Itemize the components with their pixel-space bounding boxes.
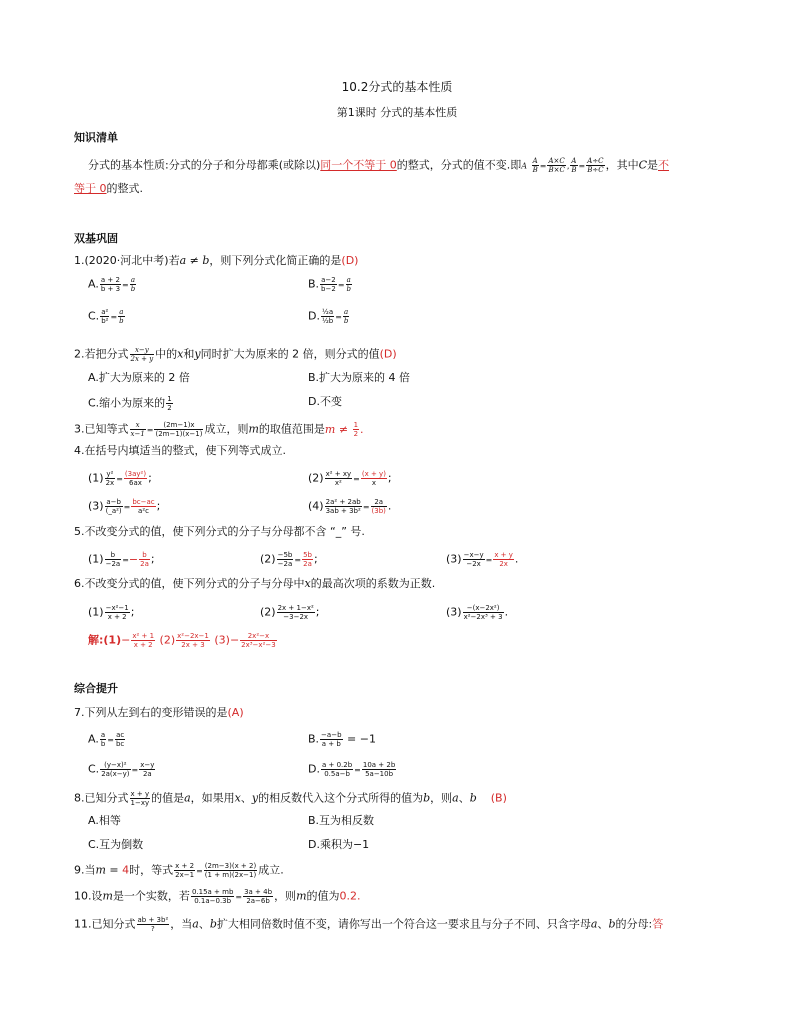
question-10: 10.设m是一个实数，若 $\frac{0.15a + mb}{0.1a-0.3b}$ = $\frac{3a + 4b}{2a-6b}$ ，则m的值为0.2. — [74, 888, 361, 905]
answer: 0.2. — [339, 889, 361, 903]
knowledge-line-2 — [74, 182, 143, 196]
q1-option-d: D. $\frac{\text{½a}}{\text{½b}}$ = $\frac{a}{b}$ — [308, 308, 349, 325]
q4-item-1: (1) $\frac{\text{y²}}{2x}$ = $\frac{\text{(3ay²)}}{6ax}$ ; — [88, 470, 152, 487]
q1-option-a: A. $\frac{a + 2}{b + 3}$ = $\frac{a}{b}$ — [88, 276, 136, 293]
q8-option-b: B.互为相反数 — [308, 814, 375, 827]
q2-option-d: D.不变 — [308, 395, 342, 408]
knowledge-text: ，其中 — [605, 158, 639, 172]
q1-option-b: B. $\frac{a-2}{b-2}$ = $\frac{a}{b}$ — [308, 276, 351, 293]
q5-item-1: (1) $\frac{b}{-2a}$ =− $\frac{b}{2a}$ ; — [88, 551, 155, 568]
question-9: 9.当m = 4时，等式 $\frac{x + 2}{2x-1}$ = $\frac{(2m-3)(x + 2)}{(1 + m)(2x-1)}$ 成立. — [74, 862, 284, 879]
q5-item-2: (2) $\frac{-5b}{-2a}$ = $\frac{5b}{2a}$ ; — [260, 551, 318, 568]
q7-option-a: A. $\frac{a}{b}$ = $\frac{ac}{bc}$ — [88, 731, 125, 748]
answer: (A) — [227, 706, 244, 719]
knowledge-line-1: 分式的基本性质:分式的分子和分母都乘(或除以)同一个不等于 0的整式，分式的值不变.即A $\frac{A}{B}$ = $\frac{A\times C}{B\times C}$ , $\frac{A}{B}$ = $\frac{A\div C}{B\div C}$ ，其中C是不 — [88, 157, 670, 174]
q6-item-3: (3) $\frac{\text{−(x−2x²)}}{\text{x²−2x³ + 3}}$ . — [446, 604, 509, 621]
q7-option-b: B. $\frac{-a-b}{a + b}$ = −1 — [308, 731, 376, 748]
question-8: 8.已知分式 $\frac{x + y}{1-xy}$ 的值是a，如果用x、y的相反数代入这个分式所得的值为b，则a、b (B) — [74, 790, 507, 807]
q6-answer: 解:(1)− $\frac{\text{x² + 1}}{x + 2}$ (2) $\frac{\text{x²−2x−1}}{2x + 3}$ (3)− $\frac{\text{2x²−x}}{\text{2x³−x²−3}}$ — [88, 632, 276, 649]
question-5: 5.不改变分式的值，使下列分式的分子与分母都不含 “_” 号. — [74, 525, 365, 538]
question-1: 1.(2020·河北中考)若a ≠ b，则下列分式化简正确的是(D) — [74, 254, 359, 267]
q4-item-3: (3) $\frac{a-b}{\text{(\_a²)}}$ = $\frac{bc-ac}{\text{a²c}}$ ; — [88, 498, 161, 515]
q8-option-d: D.乘积为−1 — [308, 838, 370, 851]
question-7: 7.下列从左到右的变形错误的是(A) — [74, 706, 244, 719]
knowledge-text: 的整式，分式的值不变.即 — [396, 158, 522, 172]
q5-item-3: (3) $\frac{-x-y}{-2x}$ = $\frac{x + y}{2x}$ . — [446, 551, 519, 568]
knowledge-answer: 等于 0 — [74, 182, 107, 195]
knowledge-text: 是 — [647, 158, 659, 172]
q8-option-c: C.互为倒数 — [88, 838, 144, 851]
q4-item-4: (4) $\frac{\text{2a² + 2ab}}{\text{3ab + 3b²}}$ = $\frac{2a}{(3b)}$ . — [308, 498, 392, 515]
answer: (D) — [379, 347, 397, 361]
question-6: 6.不改变分式的值，使下列分式的分子与分母中x的最高次项的系数为正数. — [74, 577, 436, 590]
q2-option-a: A.扩大为原来的 2 倍 — [88, 371, 190, 384]
question-3: 3.已知等式 $\frac{x}{x-1}$ = $\frac{(2m-1)x}{(2m-1)(x-1)}$ 成立，则m的取值范围是m ≠ $\frac{1}{2}$ . — [74, 421, 364, 438]
answer: (B) — [490, 791, 507, 805]
section-basic: 双基巩固 — [74, 232, 118, 245]
knowledge-text: 分式的基本性质:分式的分子和分母都乘(或除以) — [88, 158, 321, 172]
q7-option-d: D. $\frac{a + 0.2b}{0.5a-b}$ = $\frac{10a + 2b}{5a-10b}$ — [308, 761, 396, 778]
q2-option-b: B.扩大为原来的 4 倍 — [308, 371, 411, 384]
question-11: 11.已知分式 $\frac{\text{ab + 3b²}}{?}$ ，当a、b扩大相同倍数时值不变，请你写出一个符合这一要求且与分子不同、只含字母a、b的分母:答 — [74, 916, 664, 933]
question-4: 4.在括号内填适当的整式，使下列等式成立. — [74, 444, 286, 457]
q2-option-c: C.缩小为原来的 $\frac{1}{2}$ — [88, 395, 172, 412]
knowledge-answer: 不 — [658, 158, 670, 172]
q4-item-2: (2) $\frac{\text{x² + xy}}{\text{x²}}$ = $\frac{(x + y)}{x}$ ; — [308, 470, 392, 487]
section-advanced: 综合提升 — [74, 682, 118, 695]
knowledge-answer: 同一个不等于 0 — [320, 158, 397, 172]
q6-item-1: (1) $\frac{\text{−x²−1}}{x + 2}$ ; — [88, 604, 135, 621]
q8-option-a: A.相等 — [88, 814, 121, 827]
q6-item-2: (2) $\frac{\text{2x + 1−x²}}{-3-2x}$ ; — [260, 604, 320, 621]
page-subtitle: 第1课时 分式的基本性质 — [336, 106, 458, 119]
answer: 答 — [652, 917, 664, 931]
q7-option-c: C. $\frac{\text{(y−x)²}}{2a(x-y)}$ = $\frac{x-y}{2a}$ — [88, 761, 155, 778]
page-title: 10.2分式的基本性质 — [341, 80, 453, 94]
question-2: 2.若把分式 $\frac{x-y}{2x + y}$ 中的x和y同时扩大为原来的 2 倍，则分式的值(D) — [74, 346, 397, 363]
answer: (D) — [341, 254, 359, 267]
section-knowledge: 知识清单 — [74, 131, 118, 144]
knowledge-text: 的整式. — [106, 182, 143, 195]
q1-option-c: C. $\frac{\text{a²}}{\text{b²}}$ = $\frac{a}{b}$ — [88, 308, 124, 325]
